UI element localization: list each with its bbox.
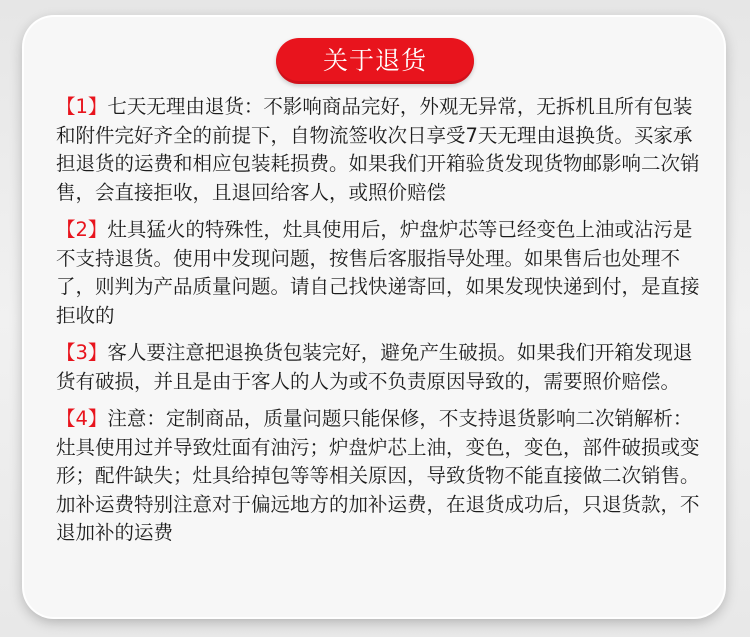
- paragraph-text: 七天无理由退货：不影响商品完好，外观无异常，无拆机且所有包装和附件完好齐全的前提下，自物流签收次日享受7天无理由退换货。买家承担退货的运费和相应包装耗损费。如果我们开箱验货发现货物邮影响二次销售，会直接拒收，且退回给客人，或照价赔偿: [56, 95, 700, 204]
- policy-paragraph-3: [56, 339, 706, 396]
- paragraph-number: 【2】: [56, 218, 108, 241]
- policy-paragraph-4: [56, 405, 706, 548]
- policy-paragraph-1: [56, 93, 706, 207]
- return-policy-content: [56, 93, 706, 548]
- page-title: 关于退货: [276, 38, 474, 84]
- paragraph-text: 注意：定制商品，质量问题只能保修，不支持退货影响二次销解析：灶具使用过并导致灶面有油污；炉盘炉芯上油，变色，变色，部件破损或变形；配件缺失；灶具给掉包等等相关原因，导致货物不能直接做二次销售。加补运费特别注意对于偏远地方的加补运费，在退货成功后，只退货款，不退加补的运费: [56, 407, 700, 544]
- paragraph-number: 【3】: [56, 341, 108, 364]
- paragraph-number: 【4】: [56, 407, 108, 430]
- paragraph-text: 灶具猛火的特殊性，灶具使用后，炉盘炉芯等已经变色上油或沾污是不支持退货。使用中发现问题，按售后客服指导处理。如果售后也处理不了，则判为产品质量问题。请自己找快递寄回，如果发现快递到付，是直接拒收的: [56, 218, 700, 327]
- paragraph-text: 客人要注意把退换货包装完好，避免产生破损。如果我们开箱发现退货有破损，并且是由于客人的人为或不负责原因导致的，需要照价赔偿。: [56, 341, 693, 393]
- policy-paragraph-2: [56, 216, 706, 330]
- paragraph-number: 【1】: [56, 95, 108, 118]
